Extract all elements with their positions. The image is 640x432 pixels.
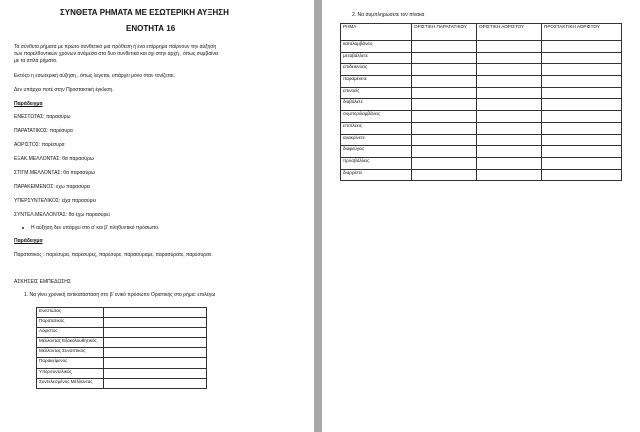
answer-cell[interactable] <box>542 146 622 158</box>
table-row <box>37 358 207 368</box>
verb-cell: διαβάλετε <box>341 99 412 111</box>
verb-cell: ανακρίνετε <box>341 134 412 146</box>
document-page-1 <box>0 0 314 432</box>
answer-cell[interactable] <box>542 99 622 111</box>
answer-cell[interactable] <box>104 378 207 388</box>
answer-cell[interactable] <box>412 134 477 146</box>
exercise-1-instruction: 1. Να γίνει χρονική αντικατάσταση στο β' ενικό πρόσωπο Οριστικής στο ρήμα: επιλέγω <box>24 292 216 298</box>
answer-cell[interactable] <box>104 358 207 368</box>
answer-cell[interactable] <box>412 87 477 99</box>
answer-cell[interactable] <box>412 52 477 64</box>
table-row <box>37 308 207 318</box>
answer-cell[interactable] <box>542 122 622 134</box>
table-row <box>341 111 622 123</box>
verb-cell: καταλαμβάνεις <box>341 41 412 53</box>
answer-cell[interactable] <box>412 157 477 169</box>
exercise-1-table <box>36 307 207 389</box>
answer-cell[interactable] <box>412 41 477 53</box>
table-row <box>341 76 622 88</box>
table-row <box>341 146 622 158</box>
answer-cell[interactable] <box>542 134 622 146</box>
answer-cell[interactable] <box>104 368 207 378</box>
exercise-2-table <box>340 23 622 181</box>
example-heading: Παράδειγμα <box>14 101 43 107</box>
tense-line: ΣΤΙΓΜ.ΜΕΛΛΟΝΤΑΣ: θα παρασύρω <box>14 170 95 176</box>
bullet-icon <box>22 227 24 229</box>
tense-line: ΣΥΝΤΕΛ.ΜΕΛΛΟΝΤΑΣ: θα έχω παρασύρει <box>14 212 110 218</box>
tense-line: ΠΑΡΑΤΑΤΙΚΟΣ: παρέσυρα <box>14 128 73 134</box>
example-heading-2: Παράδειγμα <box>14 238 43 244</box>
tense-cell: Παρατατικός <box>37 318 104 328</box>
answer-cell[interactable] <box>542 64 622 76</box>
table-row <box>341 64 622 76</box>
answer-cell[interactable] <box>477 157 542 169</box>
tense-cell: Υπερσυντελικός <box>37 368 104 378</box>
table-row <box>37 368 207 378</box>
verb-cell: παραμένετε <box>341 76 412 88</box>
tense-cell: Αόριστος <box>37 328 104 338</box>
table-row <box>341 99 622 111</box>
tense-line: ΕΝΕΣΤΩΤΑΣ: παρασύρω <box>14 114 71 120</box>
answer-cell[interactable] <box>477 52 542 64</box>
answer-cell[interactable] <box>477 111 542 123</box>
answer-cell[interactable] <box>412 99 477 111</box>
answer-cell[interactable] <box>412 64 477 76</box>
answer-cell[interactable] <box>104 328 207 338</box>
answer-cell[interactable] <box>542 111 622 123</box>
tense-cell: Παρακείμενος <box>37 358 104 368</box>
tense-cell: Ενεστώτας <box>37 308 104 318</box>
verb-cell: μεταβάλλετε <box>341 52 412 64</box>
answer-cell[interactable] <box>477 87 542 99</box>
conjugation-example: Παρατατικός : παρέσυρα, παρέσυρες, παρέσυρε, παρασύραμε, παρασύρατε, παρέσυραν. <box>14 252 213 258</box>
imperative-note: Δεν υπάρχει ποτέ στην Προστακτική έγκλιση. <box>14 87 114 93</box>
answer-cell[interactable] <box>477 76 542 88</box>
answer-cell[interactable] <box>477 169 542 181</box>
tense-line: ΕΞΑΚ.ΜΕΛΛΟΝΤΑΣ: θα παρασύρω <box>14 156 94 162</box>
tense-cell: Μέλλοντας Συνοπτικός <box>37 348 104 358</box>
answer-cell[interactable] <box>477 146 542 158</box>
answer-cell[interactable] <box>542 169 622 181</box>
verb-cell: επιδεικνύεις <box>341 64 412 76</box>
header-cell: ΟΡΙΣΤΙΚΗ ΑΟΡΙΣΤΟΥ <box>477 24 542 41</box>
verb-cell: συμπεριλαμβάνεις <box>341 111 412 123</box>
header-cell: ΠΡΟΣΤΑΚΤΙΚΗ ΑΟΡΙΣΤΟΥ <box>542 24 622 41</box>
answer-cell[interactable] <box>477 41 542 53</box>
tense-cell: Μέλλοντας Εξακολουθητικός <box>37 338 104 348</box>
page-subtitle: ΕΝΟΤΗΤΑ 16 <box>126 24 176 33</box>
answer-cell[interactable] <box>477 134 542 146</box>
page-title: ΣΥΝΘΕΤΑ ΡΗΜΑΤΑ ΜΕ ΕΣΩΤΕΡΙΚΗ ΑΥΞΗΣΗ <box>60 8 229 17</box>
answer-cell[interactable] <box>542 41 622 53</box>
intro-text-line-3: με τα απλά ρήματα. <box>14 58 58 64</box>
table-row <box>341 134 622 146</box>
table-row <box>341 52 622 64</box>
verb-cell: διαφεύγεις <box>341 146 412 158</box>
tense-line: ΑΟΡΙΣΤΟΣ: παρέσυρα <box>14 142 65 148</box>
plural-rule-text: Η αύξηση δεν υπάρχει στο α' και β' πληθυντικό πρόσωπο. <box>31 225 160 231</box>
answer-cell[interactable] <box>542 52 622 64</box>
table-header-row <box>341 24 622 41</box>
exercises-heading: ΑΣΚΗΣΕΙΣ ΕΜΠΕΔΩΣΗΣ <box>14 279 71 285</box>
table-row <box>37 328 207 338</box>
answer-cell[interactable] <box>542 157 622 169</box>
header-cell: ΡΗΜΑ <box>341 24 412 41</box>
verb-cell: προσβάλλεις <box>341 157 412 169</box>
tense-cell: Συντελεσμένος Μέλλοντας <box>37 378 104 388</box>
answer-cell[interactable] <box>412 122 477 134</box>
answer-cell[interactable] <box>477 99 542 111</box>
answer-cell[interactable] <box>412 111 477 123</box>
answer-cell[interactable] <box>412 76 477 88</box>
answer-cell[interactable] <box>542 76 622 88</box>
verb-cell: διαρρέετε <box>341 169 412 181</box>
answer-cell[interactable] <box>104 308 207 318</box>
internal-augment-note: Εκτόςο η εσωτερική αύξηση , όπως λέγεται, υπάρχει μόνο όταν τονίζεται. <box>14 73 175 79</box>
exercise-2-instruction: 2. Να συμπληρώσετε τον πίνακα <box>352 12 425 18</box>
verb-cell: επιπλέεις <box>341 122 412 134</box>
table-row <box>37 378 207 388</box>
table-row <box>37 338 207 348</box>
answer-cell[interactable] <box>412 169 477 181</box>
document-page-2 <box>322 0 640 432</box>
table-row <box>341 41 622 53</box>
verb-cell: επινοείς <box>341 87 412 99</box>
intro-text-line-2: των παρελθοντικών χρόνων ανάμεσα στα δυο συνθετικά και όχι στην αρχή , όπως συμβαίνει <box>14 51 219 57</box>
answer-cell[interactable] <box>104 348 207 358</box>
table-row <box>37 318 207 328</box>
answer-cell[interactable] <box>477 64 542 76</box>
header-cell: ΟΡΙΣΤΙΚΗ ΠΑΡΑΤΑΤΙΚΟΥ <box>412 24 477 41</box>
intro-text-line-1: Τα σύνθετα ρήματα με πρώτο συνθετικό μια πρόθεση ή ένα επίρρημα παίρνουν την αύξηση <box>14 44 217 50</box>
tense-line: ΠΑΡΑΚΕΙΜΕΝΟΣ: έχω παρασύρει <box>14 184 91 190</box>
answer-cell[interactable] <box>104 318 207 328</box>
table-row <box>341 87 622 99</box>
table-row <box>341 157 622 169</box>
table-row <box>37 348 207 358</box>
answer-cell[interactable] <box>104 338 207 348</box>
answer-cell[interactable] <box>542 87 622 99</box>
tense-line: ΥΠΕΡΣΥΝΤΕΛΙΚΟΣ: είχα παρασύρει <box>14 198 96 204</box>
answer-cell[interactable] <box>412 146 477 158</box>
table-row <box>341 122 622 134</box>
table-row <box>341 169 622 181</box>
answer-cell[interactable] <box>477 122 542 134</box>
